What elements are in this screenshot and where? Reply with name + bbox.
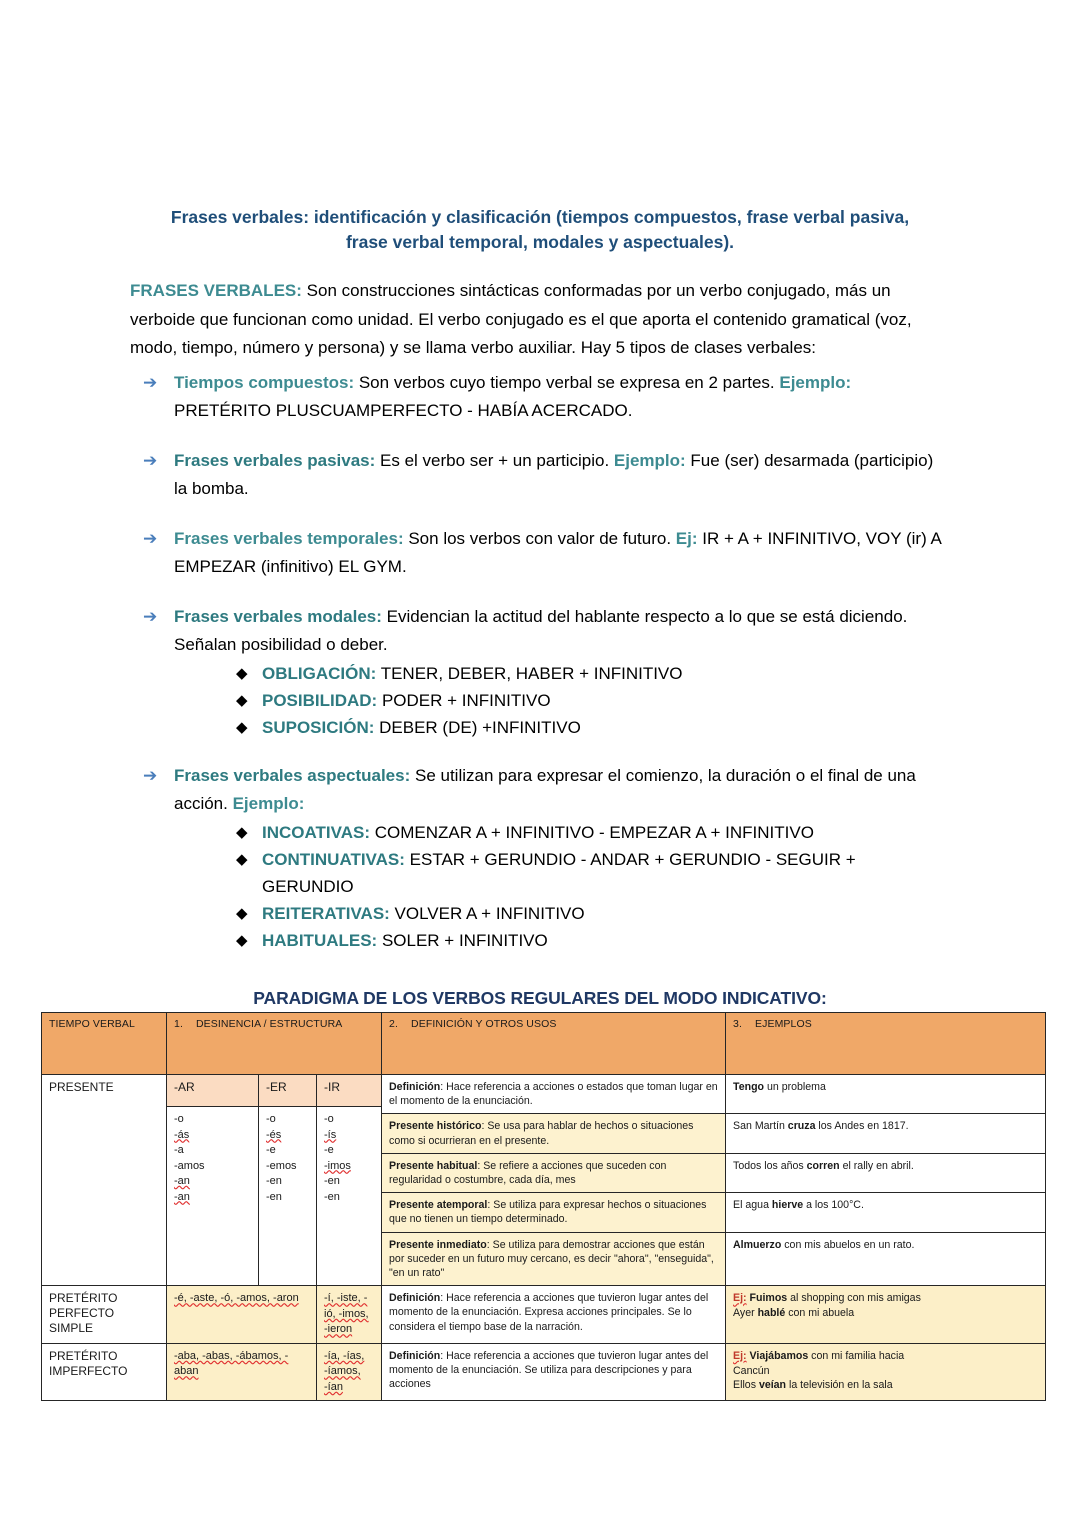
sublist-item-reiterativas	[236, 900, 950, 927]
example-rest: con mi familia hacia	[808, 1349, 905, 1362]
ending: -en	[324, 1190, 340, 1203]
endings-er-cell	[259, 1107, 317, 1286]
endings-er-ir-preterito	[317, 1286, 382, 1344]
example-pre: Ellos	[733, 1379, 759, 1392]
arrow-bullet-icon: ➔	[143, 450, 158, 470]
ending: -o	[266, 1113, 276, 1125]
example-bold: hierve	[771, 1199, 804, 1212]
definition-cell	[382, 1193, 726, 1232]
example-pre: San Martín	[733, 1120, 788, 1133]
item-text: Evidencian la actitud del hablante respecto a lo que se está diciendo. Señalan posibilidad o deber.	[174, 606, 908, 654]
ending: -és	[266, 1128, 282, 1141]
example-cell	[726, 1193, 1046, 1232]
example-rest: al shopping con mis amigas	[787, 1292, 921, 1305]
example-bold: Fuimos	[749, 1292, 788, 1305]
example-cell	[726, 1286, 1046, 1344]
sub-label: HABITUALES:	[262, 930, 378, 950]
example-cell	[726, 1114, 1046, 1153]
ej-label: Ej:	[733, 1349, 747, 1362]
endings-ar-cell	[167, 1107, 259, 1286]
example-cell	[726, 1153, 1046, 1192]
endings-ar-imperfecto	[167, 1343, 317, 1401]
ending: -amos	[174, 1159, 205, 1172]
arrow-bullet-icon: ➔	[143, 606, 158, 626]
list-item-frases-pasivas	[130, 447, 950, 504]
endings-er-ir-imperfecto	[317, 1343, 382, 1401]
definition-text: : Se utiliza para expresar hechos o situaciones que no tienen un tiempo determinado.	[389, 1199, 707, 1226]
definition-cell	[382, 1153, 726, 1192]
diamond-bullet-icon: ◆	[236, 904, 248, 922]
ending-group: -aba, -abas, -ábamos, -aban	[174, 1349, 289, 1378]
header-number: 3.	[733, 1018, 742, 1030]
ending-group: -ía, -ías, -íamos, -ían	[324, 1349, 365, 1393]
table-row	[42, 1075, 1046, 1107]
item-sub-label: Ejemplo:	[613, 450, 686, 470]
definition-cell	[382, 1343, 726, 1401]
intro-text: Son construcciones sintácticas conformadas por un verbo conjugado, más un verboide que funcionan como unidad. El verbo conjugado es el que aporta el contenido gramatical (voz, modo, tiempo, número y persona) y se llama verbo auxiliar. Hay 5 tipos de clases verbales:	[130, 281, 912, 357]
list-item-tiempos-compuestos	[130, 369, 950, 426]
item-text: Es el verbo ser + un participio.	[375, 450, 614, 470]
subheader-ar: -AR	[167, 1075, 259, 1107]
item-label: Frases verbales modales:	[174, 606, 382, 626]
page-title: Frases verbales: identificación y clasificación (tiempos compuestos, frase verbal pasiva, frase verbal temporal, modales y aspectuales).	[170, 207, 910, 252]
list-item-frases-temporales	[130, 525, 950, 582]
ending: -o	[174, 1113, 184, 1125]
sub-text: SOLER + INFINITIVO	[377, 930, 548, 950]
arrow-bullet-icon: ➔	[143, 528, 158, 548]
header-label: EJEMPLOS	[755, 1018, 812, 1030]
example-bold: hablé	[757, 1307, 786, 1320]
sub-text: PODER + INFINITIVO	[377, 690, 551, 710]
aspectual-sublist	[174, 819, 950, 954]
table-header-row	[42, 1013, 1046, 1075]
header-number: 1.	[174, 1018, 183, 1030]
ending: -a	[174, 1144, 184, 1156]
example-bold: veían	[758, 1379, 787, 1392]
diamond-bullet-icon: ◆	[236, 691, 248, 709]
definition-cell	[382, 1286, 726, 1344]
sub-text: VOLVER A + INFINITIVO	[389, 903, 585, 923]
definition-label: Definición	[389, 1292, 441, 1305]
header-definicion	[382, 1013, 726, 1075]
example-rest: los Andes en 1817.	[815, 1120, 909, 1133]
example-pre: Ayer	[733, 1307, 758, 1320]
example-rest: el rally en abril.	[839, 1159, 914, 1172]
diamond-bullet-icon: ◆	[236, 931, 248, 949]
header-label: DESINENCIA / ESTRUCTURA	[196, 1018, 343, 1030]
example-rest: a los 100°C.	[803, 1199, 864, 1212]
header-number: 2.	[389, 1018, 398, 1030]
item-sub-label: Ej:	[675, 528, 698, 548]
item-sub-text: IR + A + INFINITIVO, VOY (ir) A EMPEZAR (infinitivo) EL GYM.	[174, 528, 941, 576]
ending: -e	[266, 1144, 276, 1156]
definition-cell	[382, 1075, 726, 1114]
definition-label: Definición	[389, 1349, 441, 1362]
ending: -an	[174, 1190, 190, 1203]
prose-section	[130, 205, 950, 954]
item-sub-text: PRETÉRITO PLUSCUAMPERFECTO - HABÍA ACERCADO.	[174, 401, 633, 420]
definition-text: : Hace referencia a acciones que tuvieron lugar antes del momento de la enunciación. Se utiliza para descripciones y para acciones	[389, 1349, 709, 1391]
tense-name-preterito-imperfecto: PRETÉRITO IMPERFECTO	[42, 1343, 167, 1401]
example-pre: Todos los años	[733, 1159, 807, 1172]
sublist-item-suposicion	[236, 714, 950, 741]
definition-text: : Se usa para hablar de hechos o situaciones como si ocurrieran en el presente.	[389, 1120, 694, 1147]
ending: -an	[174, 1175, 190, 1187]
arrow-bullet-icon: ➔	[143, 372, 158, 392]
ending: -en	[324, 1175, 340, 1187]
definition-label: Presente atemporal	[389, 1199, 488, 1212]
sub-label: OBLIGACIÓN:	[262, 663, 377, 683]
ending: -o	[324, 1113, 334, 1125]
ending: -emos	[266, 1159, 297, 1172]
subheader-ir: -IR	[317, 1075, 382, 1107]
sublist-item-habituales	[236, 927, 950, 954]
example-bold: Viajábamos	[749, 1349, 809, 1362]
sub-label: CONTINUATIVAS:	[262, 849, 405, 869]
definition-text: : Hace referencia a acciones que tuvieron lugar antes del momento de la enunciación. Expresa acciones principales. Se lo considera el tiempo base de la narración.	[389, 1292, 709, 1333]
example-cell	[726, 1232, 1046, 1286]
sub-label: REITERATIVAS:	[262, 903, 390, 923]
intro-label: FRASES VERBALES:	[130, 281, 302, 300]
list-item-frases-aspectuales	[130, 762, 950, 954]
tense-name-preterito-perfecto: PRETÉRITO PERFECTO SIMPLE	[42, 1286, 167, 1344]
example-pre: El agua	[733, 1199, 772, 1212]
example-bold: Almuerzo	[733, 1238, 782, 1251]
arrow-bullet-icon: ➔	[143, 765, 158, 785]
item-text: Son los verbos con valor de futuro.	[403, 528, 676, 548]
definition-text: : Hace referencia a acciones o estados que toman lugar en el momento de la enunciación.	[389, 1081, 718, 1108]
example-rest: la televisión en la sala	[786, 1379, 893, 1392]
definition-text: : Se utiliza para demostrar acciones que están por suceder en un futuro muy cercano, es decir "ahora", "enseguida", "en un rato"	[389, 1238, 714, 1280]
sub-text: TENER, DEBER, HABER + INFINITIVO	[376, 663, 683, 683]
definition-text: : Se refiere a acciones que suceden con regularidad o costumbre, cada día, mes	[389, 1159, 667, 1187]
sublist-item-posibilidad	[236, 687, 950, 714]
definition-label: Presente inmediato	[389, 1238, 487, 1251]
diamond-bullet-icon: ◆	[236, 664, 248, 682]
sublist-item-continuativas	[236, 846, 950, 900]
ending: -imos	[324, 1159, 351, 1172]
item-label: Frases verbales pasivas:	[174, 450, 376, 470]
table-row	[42, 1343, 1046, 1401]
example-bold: Tengo	[733, 1081, 765, 1093]
list-item-frases-modales	[130, 603, 950, 741]
sub-label: INCOATIVAS:	[262, 822, 370, 842]
sub-label: POSIBILIDAD:	[262, 690, 378, 710]
example-bold: corren	[806, 1159, 840, 1172]
table-row	[42, 1286, 1046, 1344]
subheader-er: -ER	[259, 1075, 317, 1107]
item-label: Tiempos compuestos:	[174, 372, 355, 392]
definition-label: Definición	[389, 1081, 441, 1093]
tense-name-presente: PRESENTE	[42, 1075, 167, 1286]
header-tiempo-verbal: TIEMPO VERBAL	[42, 1013, 167, 1075]
sub-text: DEBER (DE) +INFINITIVO	[374, 717, 581, 737]
verb-phrase-list	[130, 369, 950, 954]
diamond-bullet-icon: ◆	[236, 823, 248, 841]
item-sub-text: Fue (ser) desarmada (participio) la bomba.	[174, 450, 934, 498]
example-rest: un problema	[764, 1081, 826, 1093]
example-rest: con mis abuelos en un rato.	[781, 1238, 915, 1251]
diamond-bullet-icon: ◆	[236, 718, 248, 736]
example-pre: Cancún	[733, 1364, 770, 1377]
sub-text: COMENZAR A + INFINITIVO - EMPEZAR A + INFINITIVO	[369, 822, 814, 842]
ending: -e	[324, 1144, 334, 1156]
header-desinencia	[167, 1013, 382, 1075]
sub-text: ESTAR + GERUNDIO - ANDAR + GERUNDIO - SEGUIR + GERUNDIO	[262, 849, 856, 896]
example-cell	[726, 1075, 1046, 1114]
table-title: PARADIGMA DE LOS VERBOS REGULARES DEL MODO INDICATIVO:	[253, 988, 827, 1008]
definition-label: Presente habitual	[389, 1159, 478, 1172]
sublist-item-obligacion	[236, 660, 950, 687]
sublist-item-incoativas	[236, 819, 950, 846]
ending-group: -é, -aste, -ó, -amos, -aron	[174, 1292, 299, 1305]
endings-ar-preterito	[167, 1286, 317, 1344]
definition-cell	[382, 1114, 726, 1153]
example-cell	[726, 1343, 1046, 1401]
paradigm-table-wrapper	[41, 1012, 1045, 1401]
modal-sublist	[174, 660, 950, 741]
item-text: Son verbos cuyo tiempo verbal se expresa en 2 partes.	[354, 372, 780, 392]
item-label: Frases verbales temporales:	[174, 528, 404, 548]
item-sub-label: Ejemplo:	[779, 372, 852, 392]
ending-group: -í, -iste, -ió, -imos, -ieron	[324, 1292, 369, 1336]
item-label: Frases verbales aspectuales:	[174, 765, 411, 785]
ending: -en	[266, 1175, 282, 1187]
header-label: DEFINICIÓN Y OTROS USOS	[411, 1018, 557, 1030]
ending: -en	[266, 1190, 282, 1203]
definition-label: Presente histórico	[389, 1120, 482, 1133]
example-rest: con mi abuela	[785, 1307, 855, 1320]
ending: -ís	[324, 1128, 337, 1141]
diamond-bullet-icon: ◆	[236, 850, 248, 868]
ending: -ás	[174, 1128, 190, 1141]
ej-label: Ej:	[733, 1292, 747, 1305]
definition-cell	[382, 1232, 726, 1286]
sub-label: SUPOSICIÓN:	[262, 717, 375, 737]
item-sub-label: Ejemplo:	[232, 794, 305, 813]
example-bold: cruza	[787, 1120, 816, 1133]
header-ejemplos	[726, 1013, 1046, 1075]
paradigm-table	[41, 1012, 1046, 1401]
item-text: Se utilizan para expresar el comienzo, la duración o el final de una acción.	[174, 765, 916, 813]
intro-paragraph	[130, 277, 950, 363]
endings-ir-cell	[317, 1107, 382, 1286]
